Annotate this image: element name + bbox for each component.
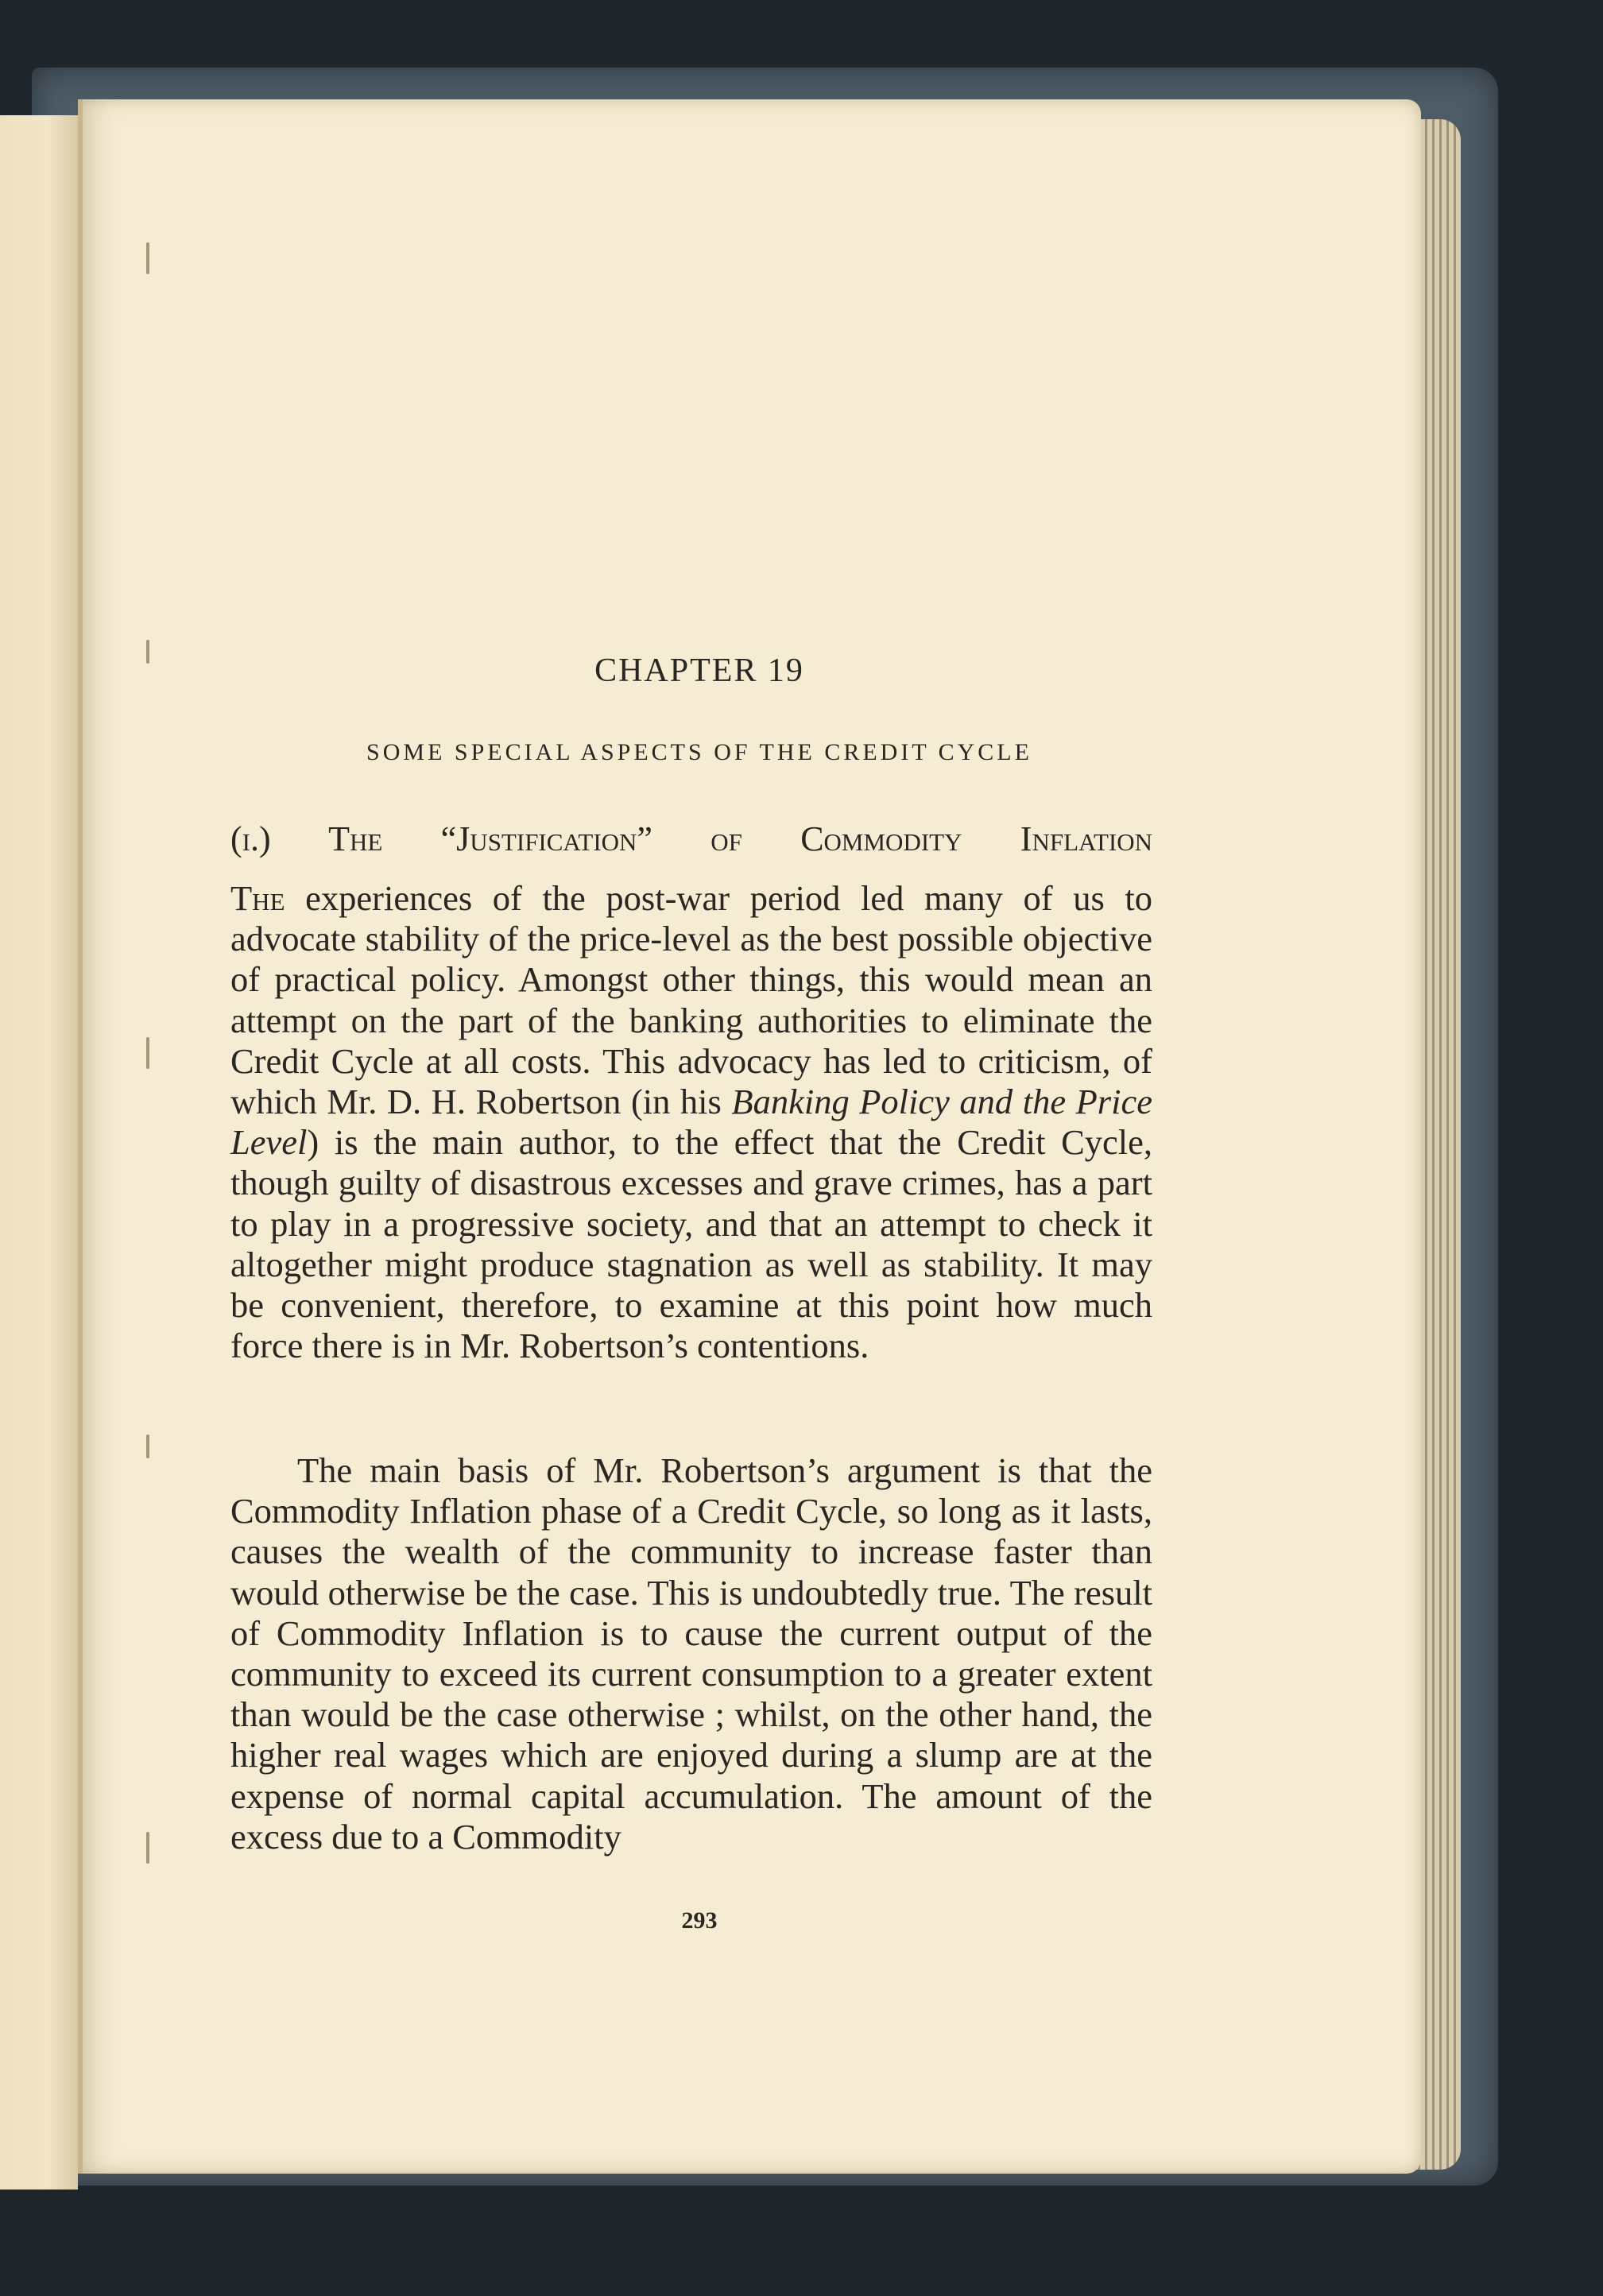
paragraph-1-text-a: experiences of the post-war period led many of us to advocate stability of the price-level as the best possible objective of practical policy. Amongst other things, this would mean an attempt on the part of the banking authorities to eliminate the Credit Cycle at all costs. This advocacy has led to criticism, of which Mr. D. H. Robertson (in his [230, 878, 1152, 1122]
paragraph-1-text-b: ) is the main author, to the effect that the Credit Cycle, though guilty of disastrous excesses and grave crimes, has a part to play in a progressive society, and that an attempt to check it altogether might produce stagnation as well as stability. It may be convenient, therefore, to examine at this point how much force there is in Mr. Robertson’s contentions. [230, 1122, 1152, 1366]
paragraph-1 [230, 878, 1152, 1366]
paragraph-lead-word: The [230, 878, 285, 918]
binding-stitch [146, 1832, 149, 1864]
section-heading: (i.) The “Justification” of Commodity Inflation [230, 819, 1152, 858]
page-number: 293 [681, 1907, 718, 1934]
binding-stitch [146, 1037, 149, 1069]
binding-stitch [146, 1435, 149, 1458]
book-title-italic: Banking Policy and the Price Level [230, 1082, 1152, 1163]
paragraph-2: The main basis of Mr. Robertson’s argument is that the Commodity Inflation phase of a Credit Cycle, so long as it lasts, causes the wealth of the community to increase faster than would otherwise be the case. This is undoubtedly true. The result of Commodity Inflation is to cause the current output of the community to exceed its current consumption to a greater extent than would be the case otherwise ; whilst, on the other hand, the higher real wages which are enjoyed during a slump are at the expense of normal capital accumulation. The amount of the excess due to a Commodity [230, 1450, 1152, 1857]
chapter-title: SOME SPECIAL ASPECTS OF THE CREDIT CYCLE [366, 739, 1032, 765]
left-page-gutter [0, 115, 78, 2190]
binding-stitch [146, 242, 149, 274]
chapter-number: CHAPTER 19 [594, 652, 804, 689]
